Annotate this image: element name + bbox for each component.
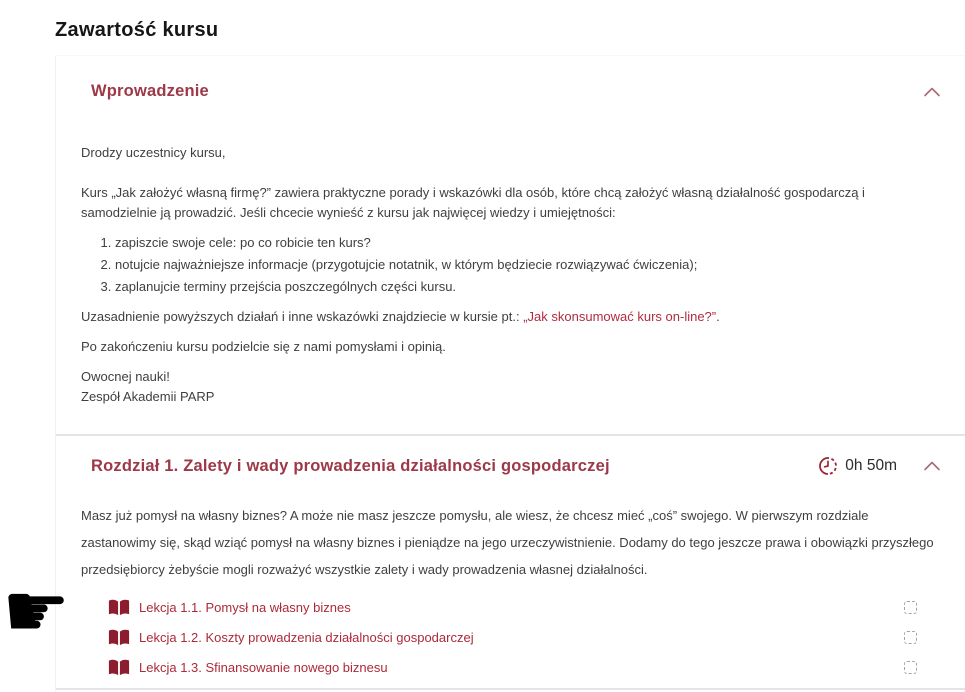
open-book-icon <box>108 598 130 617</box>
intro-paragraph-with-link <box>81 307 940 327</box>
intro-paragraph: Kurs „Jak założyć własną firmę?” zawiera praktyczne porady i wskazówki dla osób, które chcą założyć własną działalność gospodarczą i samodzielnie ją prowadzić. Jeśli chcecie wynieść z kursu jak najwięcej wiedzy i umiejętności: <box>81 185 865 220</box>
lesson-row[interactable] <box>108 592 917 622</box>
page-title: Zawartość kursu <box>55 19 219 42</box>
intro-share-paragraph: Po zakończeniu kursu podzielcie się z nami pomysłami i opinią. <box>81 339 446 354</box>
intro-greeting: Drodzy uczestnicy kursu, <box>81 145 226 160</box>
chapter-duration-text: 0h 50m <box>845 457 897 474</box>
intro-tips-list <box>81 232 940 298</box>
chapter-accordion-header[interactable] <box>56 436 965 476</box>
section-wprowadzenie <box>56 56 965 434</box>
completion-checkbox <box>904 631 917 644</box>
link-paragraph-suffix: . <box>716 309 720 324</box>
tip-item: 3. zaplanujcie terminy przejścia poszczególnych części kursu. <box>115 276 940 298</box>
chapter-title: Rozdział 1. Zalety i wady prowadzenia działalności gospodarczej <box>91 456 610 475</box>
section-rozdzial-1 <box>56 436 965 688</box>
chapter-duration <box>818 456 897 476</box>
intro-closing-line: Owocnej nauki! <box>81 369 170 384</box>
lesson-row[interactable] <box>108 652 917 682</box>
open-book-icon <box>108 658 130 677</box>
chevron-up-icon[interactable] <box>923 460 941 472</box>
chevron-up-icon[interactable] <box>923 86 941 98</box>
course-content-card <box>55 55 965 692</box>
lessons-list <box>56 592 965 682</box>
completion-checkbox <box>904 661 917 674</box>
lesson-row[interactable] <box>108 622 917 652</box>
intro-accordion-header[interactable] <box>56 56 965 101</box>
consume-course-link[interactable]: „Jak skonsumować kurs on-line?” <box>523 309 717 324</box>
open-book-icon <box>108 628 130 647</box>
completion-checkbox <box>904 601 917 614</box>
link-paragraph-prefix: Uzasadnienie powyższych działań i inne wskazówki znajdziecie w kursie pt.: <box>81 309 524 324</box>
bottom-divider <box>56 688 965 690</box>
tip-item: 2. notujcie najważniejsze informacje (przygotujcie notatnik, w którym będziecie rozwiązywać ćwiczenia); <box>115 254 940 276</box>
lesson-link[interactable]: Lekcja 1.3. Sfinansowanie nowego biznesu <box>139 659 388 675</box>
lesson-link[interactable]: Lekcja 1.2. Koszty prowadzenia działalności gospodarczej <box>139 629 474 645</box>
intro-section-title: Wprowadzenie <box>91 82 209 100</box>
clock-icon <box>818 456 838 476</box>
intro-body <box>56 101 965 407</box>
chapter-description: Masz już pomysł na własny biznes? A może nie masz jeszcze pomysłu, ale wiesz, że chcesz mieć „coś” swojego. W pierwszym rozdziale zastanowimy się, skąd wziąć pomysł na własny biznes i pieniądze na jego urzeczywistnienie. Dodamy do tego jeszcze prawa i obowiązki przyszłego przedsiębiorcy żebyście mogli rozważyć wszystkie zalety i wady prowadzenia własnej działalności. <box>81 508 934 577</box>
intro-signature: Zespół Akademii PARP <box>81 389 215 404</box>
tip-item: 1. zapiszcie swoje cele: po co robicie ten kurs? <box>115 232 940 254</box>
pointer-hand-icon: ☛ <box>2 566 71 655</box>
lesson-link[interactable]: Lekcja 1.1. Pomysł na własny biznes <box>139 599 351 615</box>
